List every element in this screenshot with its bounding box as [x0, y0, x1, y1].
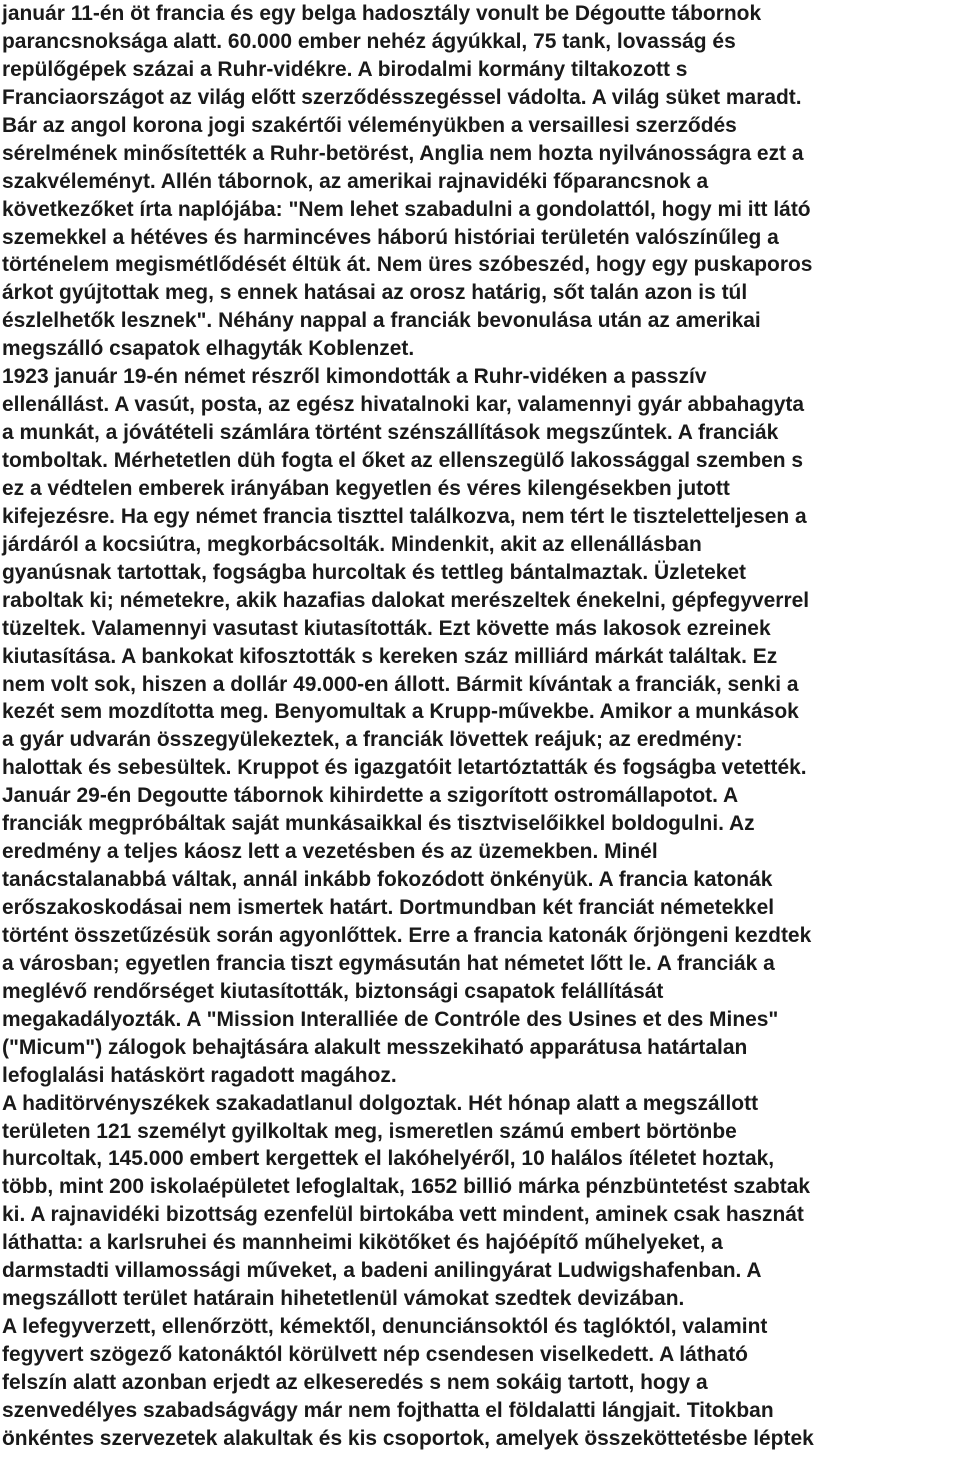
- text-line: szenvedélyes szabadságvágy már nem fojthatta el földalatti lángjait. Titokban: [2, 1398, 774, 1422]
- text-line: következőket írta naplójába: "Nem lehet szabadulni a gondolattól, hogy mi itt látó: [2, 197, 811, 221]
- text-line: ez a védtelen emberek irányában kegyetlen és véres kilengésekben jutott: [2, 476, 730, 500]
- text-line: kiutasítása. A bankokat kifosztották s kereken száz milliárd márkát találtak. Ez: [2, 644, 778, 668]
- text-line: észlelhetők lesznek". Néhány nappal a franciák bevonulása után az amerikai: [2, 309, 761, 333]
- text-line: kifejezésre. Ha egy német francia tiszttel találkozva, nem tért le tiszteletteljesen a: [2, 504, 807, 528]
- text-line: járdáról a kocsiútra, megkorbácsolták. Mindenkit, akit az ellenállásban: [2, 532, 702, 556]
- text-line: nem volt sok, hiszen a dollár 49.000-en állott. Bármit kívántak a franciák, senki a: [2, 672, 799, 696]
- text-line: eredmény a teljes káosz lett a vezetésben és az üzemekben. Minél: [2, 840, 658, 864]
- text-line: szemekkel a hétéves és harmincéves háború históriai területén valószínűleg a: [2, 225, 779, 249]
- text-line: darmstadti villamossági műveket, a badeni anilingyárat Ludwigshafenban. A: [2, 1259, 762, 1283]
- text-line: meglévő rendőrséget kiutasították, biztonsági csapatok felállítását: [2, 979, 664, 1003]
- text-line: január 11-én öt francia és egy belga hadosztály vonult be Dégoutte tábornok: [2, 2, 762, 25]
- text-line: Bár az angol korona jogi szakértői véleményükben a versaillesi szerződés: [2, 113, 737, 137]
- text-line: [2, 1453, 960, 1481]
- text-line: történelem megismétlődését éltük át. Nem üres szóbeszéd, hogy egy puskaporos: [2, 253, 813, 277]
- text-line: területen 121 személyt gyilkoltak meg, ismeretlen számú embert börtönbe: [2, 1119, 737, 1143]
- text-line: szakvéleményt. Allén tábornok, az amerikai rajnavidéki főparancsnok a: [2, 169, 709, 193]
- text-line: Franciaországot az világ előtt szerződésszegéssel vádolta. A világ süket maradt.: [2, 85, 802, 109]
- text-line: történt összetűzésük során agyonlőttek. Erre a francia katonák őrjöngeni kezdtek: [2, 923, 812, 947]
- text-line: több, mint 200 iskolaépületet lefoglaltak, 1652 billió márka pénzbüntetést szabtak: [2, 1175, 811, 1199]
- text-line: raboltak ki; németekre, akik hazafias dalokat merészeltek énekelni, gépfegyverrel: [2, 588, 810, 612]
- text-line: kezét sem mozdította meg. Benyomultak a Krupp-művekbe. Amikor a munkások: [2, 700, 799, 724]
- text-line: Január 29-én Degoutte tábornok kihirdette a szigorított ostromállapotot. A: [2, 784, 739, 808]
- text-line: halottak és sebesültek. Kruppot és igazgatóit letartóztatták és fogságba vetették.: [2, 756, 807, 780]
- text-line: gyanúsnak tartottak, fogságba hurcoltak és tettleg bántalmaztak. Üzleteket: [2, 560, 747, 584]
- text-line: 1923 január 19-én német részről kimondották a Ruhr-vidéken a passzív: [2, 365, 707, 389]
- text-line: lefoglalási hatáskört ragadott magához.: [2, 1063, 397, 1087]
- text-line: felszín alatt azonban erjedt az elkeseredés s nem sokáig tartott, hogy a: [2, 1370, 708, 1394]
- text-line: franciák megpróbáltak saját munkásaikkal és tisztviselőikkel boldogulni. Az: [2, 812, 755, 836]
- text-line: tüzeltek. Valamennyi vasutast kiutasították. Ezt követte más lakosok ezreinek: [2, 616, 771, 640]
- text-line: láthatta: a karlsruhei és mannheimi kikötőket és hajóépítő műhelyeket, a: [2, 1231, 723, 1255]
- text-line: a gyár udvarán összegyülekeztek, a franciák lövettek reájuk; az eredmény:: [2, 728, 743, 752]
- body-text: [2, 0, 960, 1481]
- text-line: erőszakoskodásai nem ismertek határt. Dortmundban két franciát németekkel: [2, 896, 775, 919]
- text-line: a munkát, a jóvátételi számlára történt szénszállítások megszűntek. A franciák: [2, 421, 779, 445]
- text-line: A haditörvényszékek szakadatlanul dolgoztak. Hét hónap alatt a megszállott: [2, 1091, 759, 1115]
- text-line: hurcoltak, 145.000 embert kergettek el lakóhelyéről, 10 halálos ítéletet hoztak,: [2, 1147, 775, 1171]
- text-line: árkot gyújtottak meg, s ennek hatásai az orosz határig, sőt talán azon is túl: [2, 281, 748, 305]
- text-line: A lefegyverzett, ellenőrzött, kémektől, denunciánsoktól és taglóktól, valamint: [2, 1315, 768, 1339]
- text-line: ellenállást. A vasút, posta, az egész hivatalnoki kar, valamennyi gyár abbahagyta: [2, 393, 804, 417]
- text-line: sérelmének minősítették a Ruhr-betörést, Anglia nem hozta nyilvánosságra ezt a: [2, 141, 804, 165]
- text-line: megszállott terület határain hihetetlenül vámokat szedtek devizában.: [2, 1287, 685, 1311]
- text-line: tanácstalanabbá váltak, annál inkább fokozódott önkényük. A francia katonák: [2, 868, 773, 892]
- text-line: önkéntes szervezetek alakultak és kis csoportok, amelyek összeköttetésbe léptek: [2, 1426, 814, 1450]
- text-line: fegyvert szögező katonáktól körülvett nép csendesen viselkedett. A látható: [2, 1343, 748, 1366]
- text-line: megakadályozták. A "Mission Interalliée de Contróle des Usines et des Mines": [2, 1007, 779, 1031]
- text-line: repülőgépek százai a Ruhr-vidékre. A birodalmi kormány tiltakozott s: [2, 57, 688, 81]
- text-line: a városban; egyetlen francia tiszt egymásután hat németet lőtt le. A franciák a: [2, 951, 775, 975]
- text-line: ki. A rajnavidéki bizottság ezenfelül birtokába vett mindent, aminek csak hasznát: [2, 1203, 804, 1227]
- text-line: megszálló csapatok elhagyták Koblenzet.: [2, 337, 415, 361]
- text-line: parancsnoksága alatt. 60.000 ember nehéz ágyúkkal, 75 tank, lovasság és: [2, 29, 736, 53]
- text-line: ("Micum") zálogok behajtására alakult messzekiható apparátusa határtalan: [2, 1035, 748, 1059]
- text-line: tomboltak. Mérhetetlen düh fogta el őket az ellenszegülő lakossággal szemben s: [2, 449, 804, 472]
